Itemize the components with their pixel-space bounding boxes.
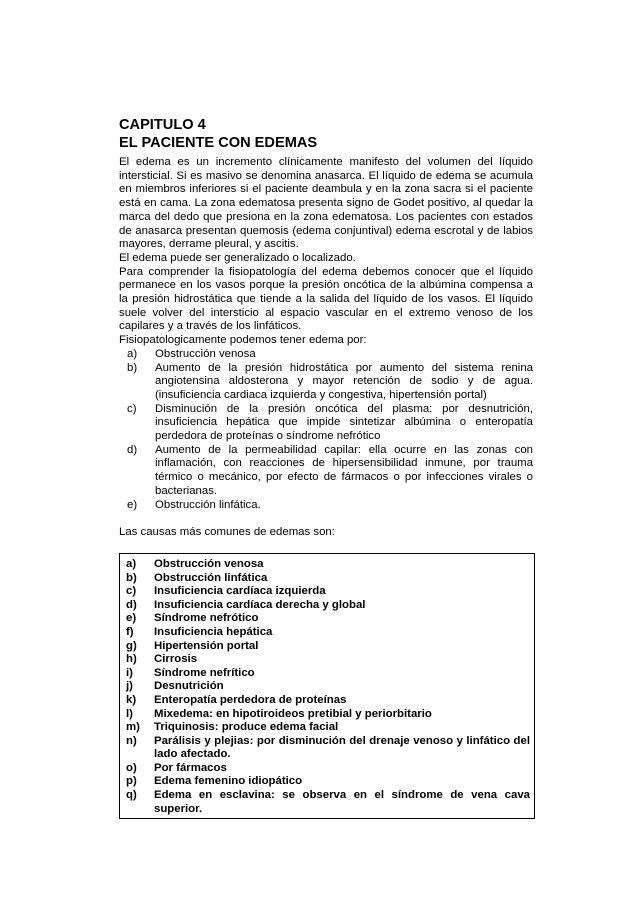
list-text: Disminución de la presión oncótica del plasma: por desnutrición, insuficiencia hepática que impide sintetizar albúmina o enteropatía perdedora de proteínas o síndrome nefrótico [155, 402, 533, 443]
list-text: Triquinosis: produce edema facial [154, 721, 339, 734]
list-item [126, 640, 530, 654]
list-text: Mixedema: en hipotiroideos pretibial y periorbitario [154, 707, 432, 720]
list-marker: e) [127, 498, 138, 511]
paragraph-mechanisms-intro: Fisiopatologicamente podemos tener edema por: [119, 334, 367, 347]
list-text: Insuficiencia cardíaca izquierda [154, 585, 326, 598]
list-text: Insuficiencia hepática [154, 625, 273, 638]
list-text: Por fármacos [154, 761, 227, 774]
list-marker: i) [126, 666, 133, 679]
list-item [126, 599, 530, 613]
list-marker: a) [126, 557, 137, 570]
list-item [126, 572, 530, 586]
mechanisms-list [119, 348, 533, 512]
list-marker: f) [126, 625, 134, 638]
list-item [127, 348, 533, 362]
list-marker: b) [126, 571, 137, 584]
list-item [126, 708, 530, 722]
list-text: Parálisis y plejias: por disminución del drenaje venoso y linfático del lado afectado. [154, 734, 530, 761]
list-marker: q) [126, 789, 137, 802]
list-text: Obstrucción venosa [154, 557, 264, 570]
list-text: Aumento de la presión hidrostática por aumento del sistema renina angiotensina aldosterona y mayor retención de sodio y de agua. (insuficiencia cardiaca izquierda y congestiva, hipertensión portal) [155, 361, 533, 401]
list-text: Síndrome nefrótico [154, 612, 259, 625]
chapter-title: EL PACIENTE CON EDEMAS [119, 134, 318, 151]
causes-intro: Las causas más comunes de edemas son: [119, 526, 335, 539]
paragraph-definition: El edema es un incremento clínicamente manifesto del volumen del líquido intersticial. Si es masivo se denomina anasarca. El líquido de edema se acumula en miembros inferiores si el paciente deambula y en la zona sacra si el paciente está en cama. La zona edematosa presenta signo de Godet positivo, al quedar la marca del dedo que presiona en la zona edematosa. Los pacientes con estados de anasarca presentan quemosis (edema conjuntival) edema escrotal y de labios mayores, derrame pleural, y ascitis. [119, 156, 533, 251]
list-item [126, 612, 530, 626]
list-marker: d) [127, 443, 138, 456]
list-item [127, 362, 533, 403]
list-text: Insuficiencia cardíaca derecha y global [154, 598, 366, 611]
list-marker: j) [126, 680, 133, 693]
causes-box [119, 553, 535, 819]
list-marker: g) [126, 639, 137, 652]
list-text: Desnutrición [154, 680, 224, 693]
list-item [126, 789, 530, 816]
list-marker: n) [126, 734, 137, 747]
list-marker: b) [127, 361, 138, 374]
list-text: Obstrucción venosa [155, 347, 256, 360]
list-item [127, 444, 533, 499]
list-text: Cirrosis [154, 653, 198, 666]
list-item [126, 585, 530, 599]
list-marker: h) [126, 653, 137, 666]
list-text: Hipertensión portal [154, 639, 259, 652]
causes-list [126, 558, 530, 816]
chapter-number: CAPITULO 4 [119, 117, 206, 133]
list-text: Enteropatía perdedora de proteínas [154, 693, 347, 706]
paragraph-physiopathology: Para comprender la fisiopatología del edema debemos conocer que el líquido permanece en los vasos porque la presión oncótica de la albúmina compensa a la presión hidrostática que tiende a la salida del líquido de los vasos. El líquido suele volver del intersticio al espacio vascular en el extremo venoso de los capilares y a través de los linfáticos. [119, 265, 533, 333]
list-item [126, 558, 530, 572]
list-marker: o) [126, 761, 137, 774]
list-item [126, 667, 530, 681]
document-page [119, 117, 533, 819]
list-item [126, 735, 530, 762]
list-marker: e) [126, 612, 137, 625]
list-text: Síndrome nefrítico [154, 666, 255, 679]
list-text: Obstrucción linfática. [155, 498, 261, 511]
list-marker: m) [126, 721, 140, 734]
list-item [126, 626, 530, 640]
list-text: Aumento de la permeabilidad capilar: ella ocurre en las zonas con inflamación, con reacciones de hipersensibilidad inmune, por trauma térmico o mecánico, por efecto de fármacos o por infecciones virales o bacterianas. [155, 443, 533, 497]
list-text: Edema femenino idiopático [154, 775, 303, 788]
list-marker: a) [127, 347, 138, 360]
list-item [126, 680, 530, 694]
list-marker: k) [126, 693, 137, 706]
list-text: Edema en esclavina: se observa en el síndrome de vena cava superior. [154, 789, 530, 815]
list-item [127, 403, 533, 444]
list-item [126, 721, 530, 735]
document-body [119, 156, 533, 819]
list-item [126, 775, 530, 789]
list-marker: c) [127, 402, 137, 415]
list-marker: l) [126, 707, 133, 720]
list-item [127, 499, 533, 513]
list-item [126, 694, 530, 708]
list-item [126, 762, 530, 776]
list-marker: p) [126, 775, 137, 788]
paragraph-classification: El edema puede ser generalizado o localizado. [119, 251, 356, 264]
list-text: Obstrucción linfática [154, 571, 268, 584]
list-marker: d) [126, 598, 137, 611]
list-item [126, 653, 530, 667]
list-marker: c) [126, 585, 137, 598]
